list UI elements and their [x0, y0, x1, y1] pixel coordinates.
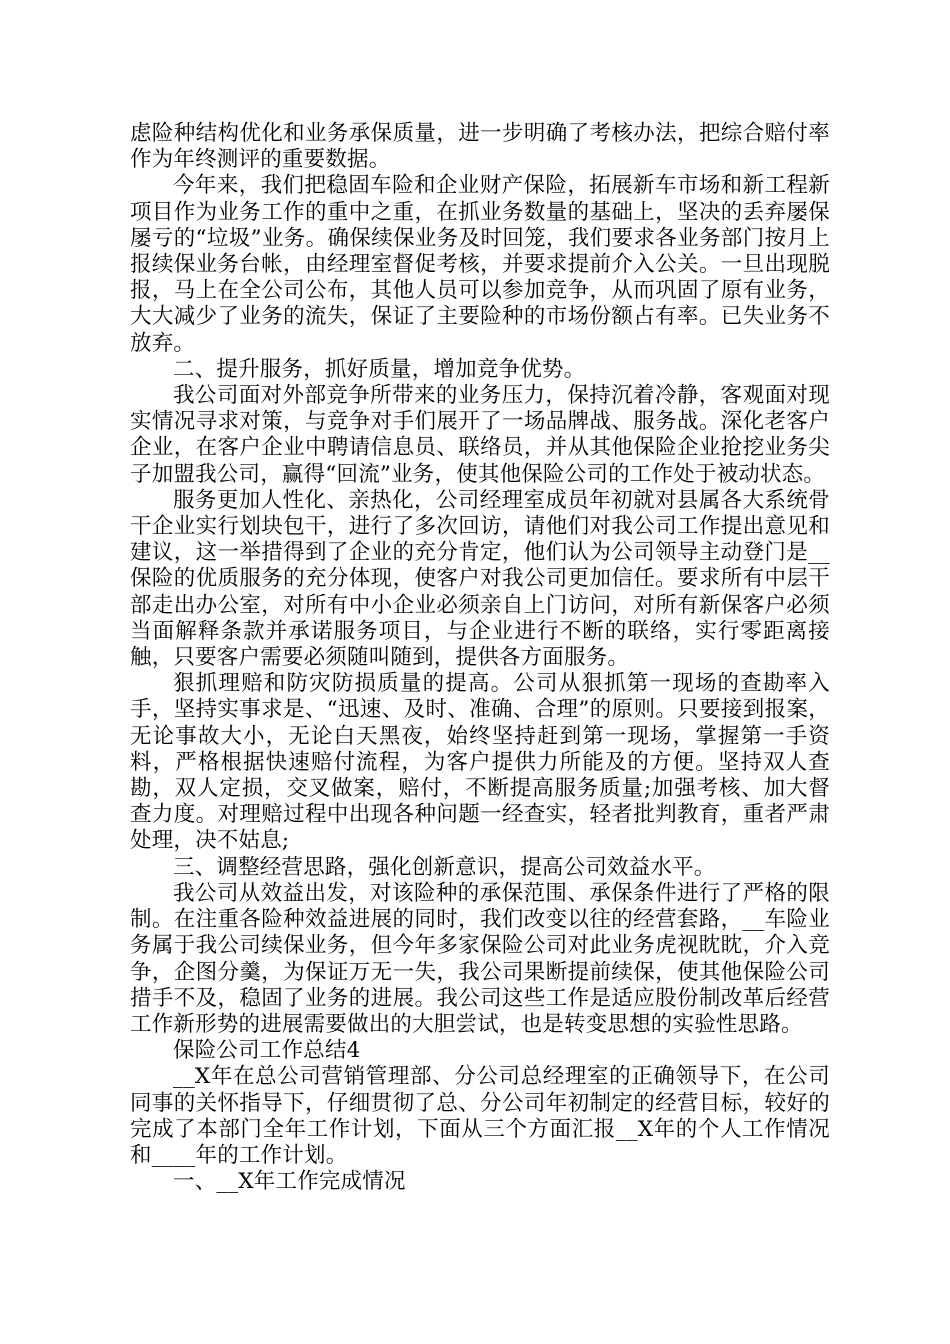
- paragraph-7: __X年在总公司营销管理部、分公司总经理室的正确领导下，在公司同事的关怀指导下，仔细贯彻了总、分公司年初制定的经营目标，较好的完成了本部门全年工作计划，下面从三个方面汇报__X年的个人工作情况和____年的工作计划。: [130, 1064, 830, 1168]
- document-title-4: 保险公司工作总结4: [173, 1038, 361, 1064]
- section-heading-2: 二、提升服务，抓好质量，增加竞争优势。: [173, 356, 586, 382]
- paragraph-3: 我公司面对外部竞争所带来的业务压力，保持沉着冷静，客观面对现实情况寻求对策，与竞争对手们展开了一场品牌战、服务战。深化老客户企业，在客户企业中聘请信息员、联络员，并从其他保险企业抢挖业务尖子加盟我公司，赢得“回流”业务，使其他保险公司的工作处于被动状态。: [130, 383, 830, 487]
- section-heading-1: 一、__X年工作完成情况: [173, 1169, 406, 1195]
- paragraph-5: 狠抓理赔和防灾防损质量的提高。公司从狠抓第一现场的查勘率入手，坚持实事求是、“迅速、及时、准确、合理”的原则。只要接到报案，无论事故大小，无论白天黑夜，始终坚持赶到第一现场，掌握第一手资料，严格根据快速赔付流程，为客户提供力所能及的方便。坚持双人查勘，双人定损，交叉做案，赔付，不断提高服务质量;加强考核、加大督查力度。对理赔过程中出现各种问题一经查实，轻者批判教育，重者严肃处理，决不姑息;: [130, 671, 830, 854]
- paragraph-1: 虑险种结构优化和业务承保质量，进一步明确了考核办法，把综合赔付率作为年终测评的重要数据。: [130, 121, 830, 173]
- paragraph-4: 服务更加人性化、亲热化，公司经理室成员年初就对县属各大系统骨干企业实行划块包干，进行了多次回访，请他们对我公司工作提出意见和建议，这一举措得到了企业的充分肯定，他们认为公司领导主动登门是__保险的优质服务的充分体现，使客户对我公司更加信任。要求所有中层干部走出办公室，对所有中小企业必须亲自上门访问，对所有新保客户必须当面解释条款并承诺服务项目，与企业进行不断的联络，实行零距离接触，只要客户需要必须随叫随到，提供各方面服务。: [130, 487, 830, 671]
- document-page: [130, 121, 830, 1195]
- paragraph-2: 今年来，我们把稳固车险和企业财产保险，拓展新车市场和新工程新项目作为业务工作的重中之重，在抓业务数量的基础上，坚决的丢弃屡保屡亏的“垃圾”业务。确保续保业务及时回笼，我们要求各业务部门按月上报续保业务台帐，由经理室督促考核，并要求提前介入公关。一旦出现脱报，马上在全公司公布，其他人员可以参加竞争，从而巩固了原有业务，大大减少了业务的流失，保证了主要险种的市场份额占有率。已失业务不放弃。: [130, 173, 830, 356]
- paragraph-6: 我公司从效益出发，对该险种的承保范围、承保条件进行了严格的限制。在注重各险种效益进展的同时，我们改变以往的经营套路，__车险业务属于我公司续保业务，但今年多家保险公司对此业务虎视眈眈，介入竞争，企图分羹，为保证万无一失，我公司果断提前续保，使其他保险公司措手不及，稳固了业务的进展。我公司这些工作是适应股份制改革后经营工作新形势的进展需要做出的大胆尝试，也是转变思想的实验性思路。: [130, 880, 830, 1037]
- section-heading-3: 三、调整经营思路，强化创新意识，提高公司效益水平。: [173, 854, 716, 880]
